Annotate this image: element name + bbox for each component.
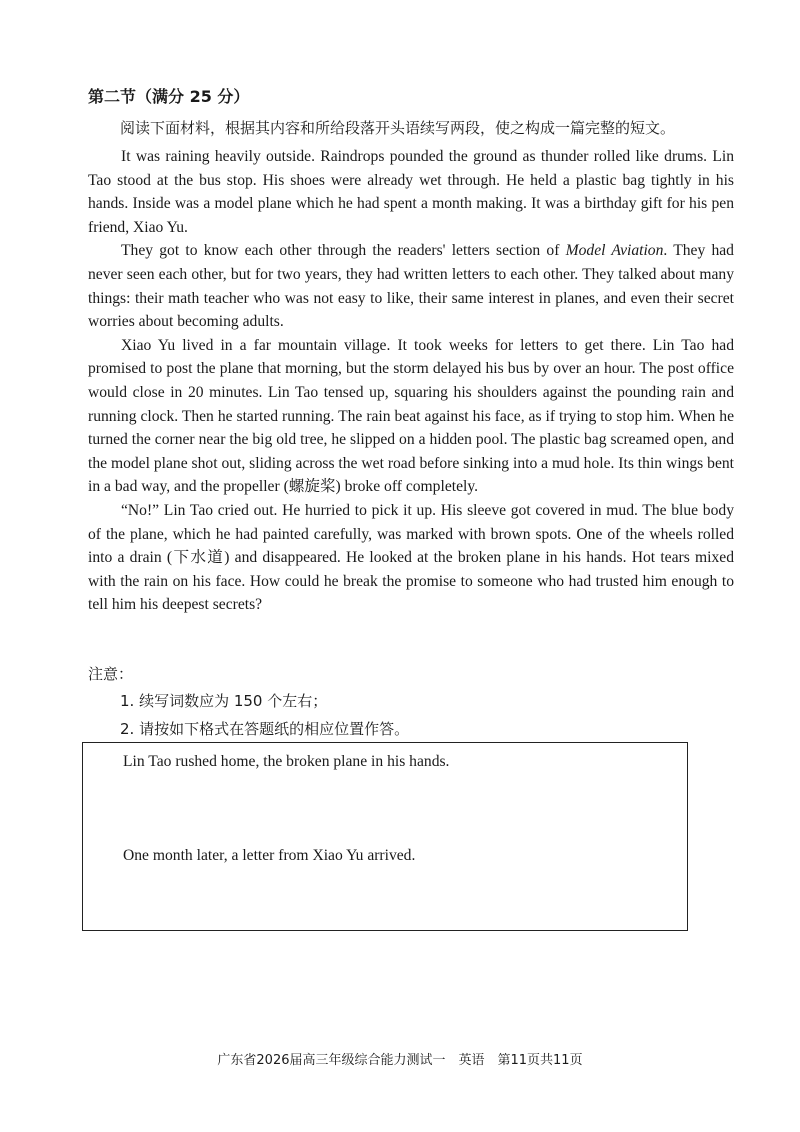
paragraph-2-text-b: . They had never seen each other, but for two years, they had written letters to each other. They talked about many things: their math teacher who was not easy to like, their same interest in planes, and even their secret worries about becoming adults. xyxy=(88,242,734,331)
magazine-title: Model Aviation xyxy=(565,242,664,260)
note-item-format: 2. 请按如下格式在答题纸的相应位置作答。 xyxy=(120,720,410,738)
paragraph-opening-2: One month later, a letter from Xiao Yu arrived. xyxy=(123,847,416,864)
answer-format-box xyxy=(82,742,688,931)
passage-paragraph-3: Xiao Yu lived in a far mountain village. It took weeks for letters to get there. Lin Tao had promised to post the plane that morning, but the storm delayed his bus by over an hour. The post office would close in 20 minutes. Lin Tao tensed up, squaring his shoulders against the pounding rain and running clock. Then he started running. The rain beat against his face, as if trying to stop him. When he turned the corner near the big old tree, he slipped on a hidden pool. The plastic bag screamed open, and the model plane shot out, sliding across the wet road before sinking into a mud hole. Its thin wings bent in a bad way, and the propeller (螺旋桨) broke off completely. xyxy=(88,336,734,496)
task-instruction: 阅读下面材料，根据其内容和所给段落开头语续写两段，使之构成一篇完整的短文。 xyxy=(120,119,676,137)
page-footer: 广东省2026届高三年级综合能力测试一 英语 第11页共11页 xyxy=(217,1053,583,1068)
passage-paragraph-1: It was raining heavily outside. Raindrops pounded the ground as thunder rolled like drums. Lin Tao stood at the bus stop. His shoes were already wet through. He held a plastic bag tightly in his hands. Inside was a model plane which he had spent a month making. It was a birthday gift for his pen friend, Xiao Yu. xyxy=(88,148,734,236)
passage-paragraph-4: “No!” Lin Tao cried out. He hurried to pick it up. His sleeve got covered in mud. The blue body of the plane, which he had painted carefully, was marked with brown spots. One of the wheels rolled into a drain (下水道) and disappeared. He looked at the broken plane in his hands. Hot tears mixed with the rain on his face. How could he break the promise to someone who had trusted him enough to tell him his deepest secrets? xyxy=(88,501,734,614)
paragraph-2-text-a: They got to know each other through the readers' letters section of xyxy=(121,242,566,260)
notes-heading: 注意： xyxy=(88,665,134,683)
reading-passage xyxy=(88,145,734,617)
paragraph-opening-1: Lin Tao rushed home, the broken plane in his hands. xyxy=(123,753,450,770)
note-item-word-count: 1. 续写词数应为 150 个左右； xyxy=(120,692,328,710)
passage-paragraph-2 xyxy=(88,239,734,333)
section-title: 第二节（满分 25 分） xyxy=(88,87,250,106)
